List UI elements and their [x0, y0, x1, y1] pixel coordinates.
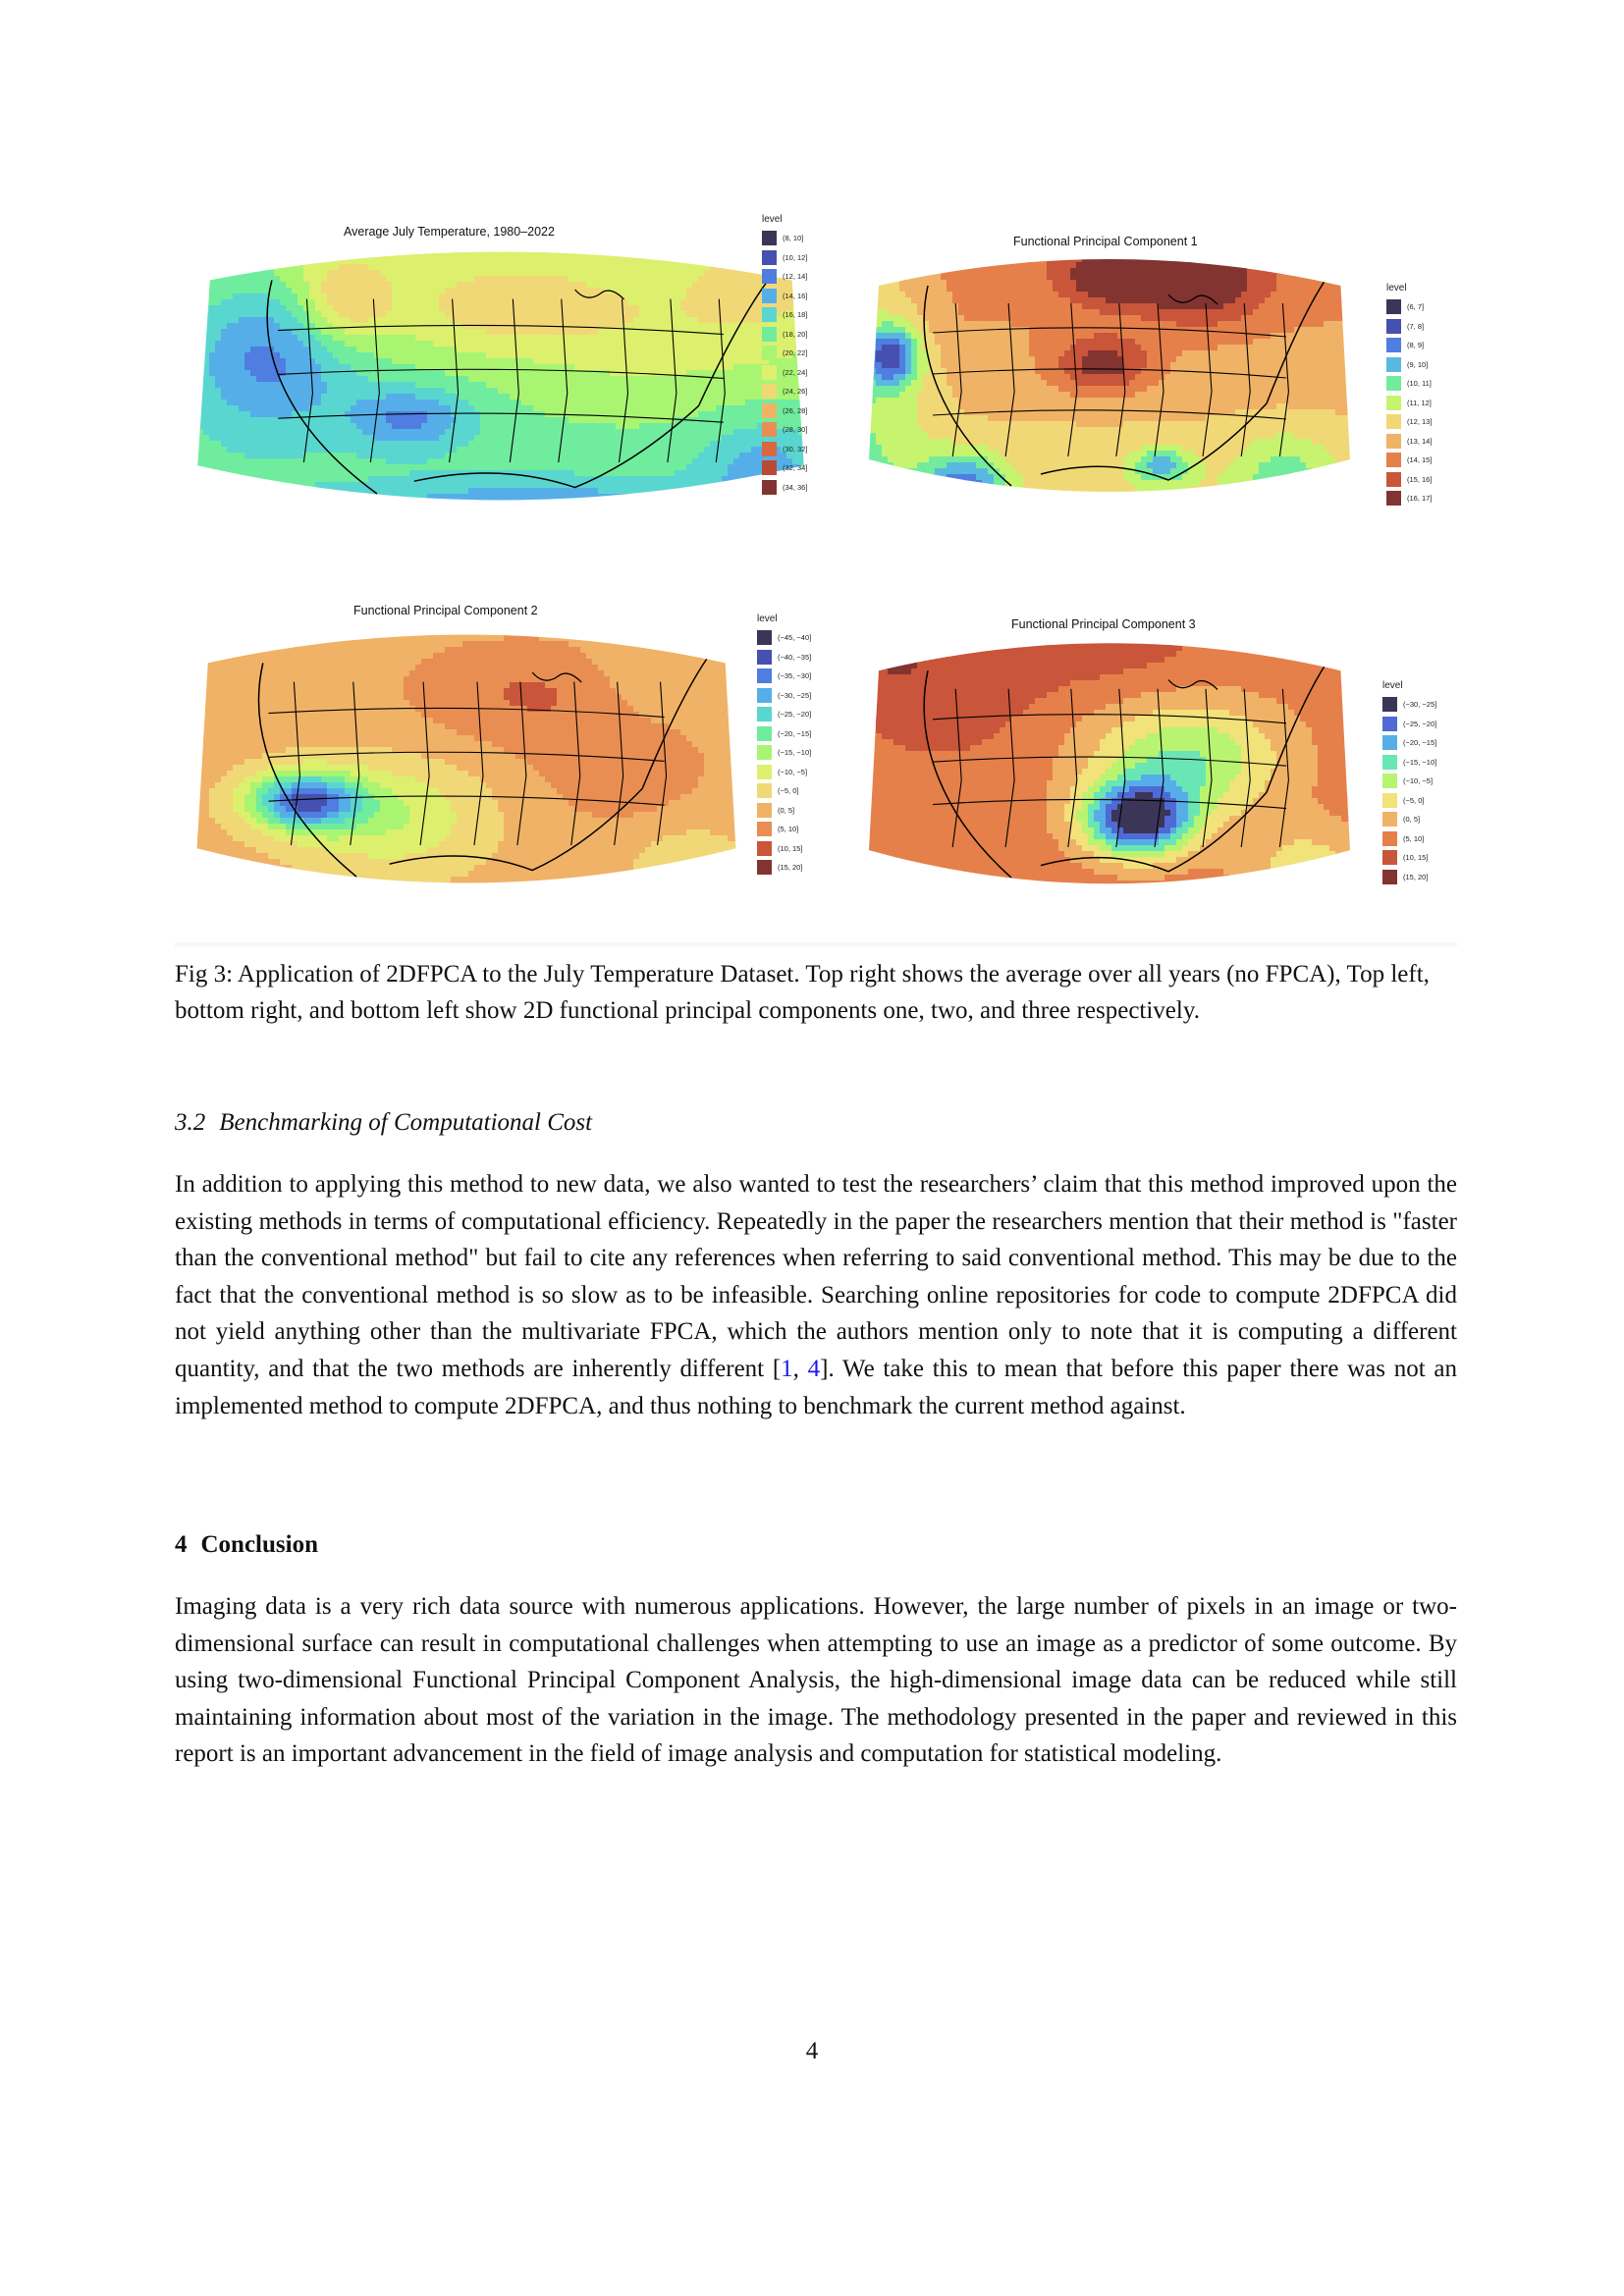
legend-item [757, 839, 811, 859]
legend-swatch [757, 765, 772, 779]
legend-swatch [762, 460, 777, 475]
legend-label: (32, 34] [783, 463, 808, 473]
legend-label: (14, 16] [783, 291, 808, 300]
legend-item [1386, 489, 1432, 508]
legend-label: (−10, −5] [1403, 776, 1434, 786]
map-title: Functional Principal Component 3 [1011, 617, 1196, 631]
section-title: Conclusion [200, 1531, 318, 1558]
legend-item [757, 724, 811, 744]
legend-swatch [762, 422, 777, 437]
legend-swatch [757, 668, 772, 683]
legend-swatch [1382, 793, 1397, 808]
legend-item [1382, 753, 1436, 773]
map-legend-fpc2 [757, 614, 811, 878]
legend-label: (12, 13] [1407, 417, 1433, 427]
legend-swatch [762, 250, 777, 265]
legend-item [757, 820, 811, 839]
legend-title: level [1386, 283, 1407, 294]
legend-item [1382, 772, 1436, 791]
legend-item [762, 325, 807, 345]
legend-item [757, 667, 811, 686]
legend-swatch [757, 860, 772, 875]
legend-label: (6, 7] [1407, 302, 1425, 312]
legend-label: (20, 22] [783, 348, 808, 358]
legend-title: level [1382, 680, 1403, 691]
legend-item [757, 705, 811, 724]
legend-label: (−30, −25] [778, 690, 812, 700]
legend-swatch [1386, 434, 1401, 449]
legend-item [1382, 733, 1436, 753]
legend-item [757, 858, 811, 878]
legend-item [757, 801, 811, 821]
legend-label: (16, 18] [783, 310, 808, 320]
page-number: 4 [805, 2038, 819, 2064]
legend-swatch [1386, 338, 1401, 352]
paragraph-text: In addition to applying this method to new data, we also wanted to test the researchers’ claim that this method improved upon the existing methods in terms of computational efficiency. Repeatedly in the paper the researchers mention that their method is "faster than the conventional method" but fail to cite any references when referring to said conventional method. This may be due to the fact that the conventional method is so slow as to be infeasible. Searching online repositories for code to compute 2DFPCA did not yield anything other than the multivariate FPCA, which the authors mention only to note that it is computing a different quantity, and that the two methods are inherently different [ [175, 1171, 1457, 1382]
legend-label: (26, 28] [783, 405, 808, 415]
legend-item [1386, 374, 1432, 394]
legend-swatch [757, 745, 772, 760]
legend-item [1382, 848, 1436, 868]
legend-label: (30, 32] [783, 444, 808, 454]
legend-item [1382, 868, 1436, 887]
legend-swatch [1386, 453, 1401, 467]
legend-label: (5, 10] [1403, 833, 1425, 843]
legend-swatch [1382, 850, 1397, 865]
legend-swatch [757, 726, 772, 741]
legend-swatch [1382, 774, 1397, 788]
legend-label: (8, 10] [783, 234, 804, 243]
legend-label: (10, 15] [778, 843, 803, 853]
legend-label: (−25, −20] [1403, 719, 1437, 728]
legend-item [757, 686, 811, 706]
legend-swatch [1386, 357, 1401, 372]
legend-item [762, 305, 807, 325]
legend-swatch [757, 650, 772, 665]
legend-label: (22, 24] [783, 367, 808, 377]
legend-item [757, 628, 811, 648]
legend-swatch [762, 289, 777, 303]
legend-item [1386, 470, 1432, 490]
map-title: Average July Temperature, 1980–2022 [344, 225, 555, 239]
legend-item [762, 401, 807, 421]
legend-item [762, 458, 807, 478]
section-number: 3.2 [175, 1109, 206, 1136]
legend-swatch [757, 783, 772, 798]
legend-label: (18, 20] [783, 329, 808, 339]
legend-swatch [762, 346, 777, 360]
figure-caption: Fig 3: Application of 2DFPCA to the July Temperature Dataset. Top right shows the average over all years (no FPCA), Top left, bottom right, and bottom left show 2D functional principal components one, two, and three respectively. [175, 961, 1430, 1024]
legend-item [1386, 355, 1432, 375]
legend-title: level [757, 614, 778, 624]
temperature-map-fpc1 [864, 221, 1355, 515]
legend-item [1382, 715, 1436, 734]
legend-swatch [1386, 472, 1401, 487]
legend-label: (10, 15] [1403, 853, 1429, 863]
legend-swatch [762, 403, 777, 418]
legend-label: (10, 12] [783, 252, 808, 262]
legend-item [1386, 412, 1432, 432]
map-legend-average [762, 214, 807, 497]
legend-swatch [762, 269, 777, 284]
legend-swatch [1386, 376, 1401, 391]
legend-item [762, 287, 807, 306]
citation-link[interactable]: 4 [807, 1355, 821, 1382]
figure-panel-fpc2 [191, 594, 741, 908]
legend-swatch [757, 803, 772, 818]
legend-item [757, 781, 811, 801]
temperature-map-fpc2 [191, 594, 741, 908]
legend-swatch [757, 688, 772, 703]
figure-panel-fpc3 [864, 604, 1355, 908]
legend-label: (11, 12] [1407, 398, 1432, 407]
legend-swatch [1386, 491, 1401, 506]
legend-item [762, 440, 807, 459]
map-title: Functional Principal Component 1 [1013, 235, 1198, 248]
legend-label: (−5, 0] [1403, 795, 1425, 805]
legend-label: (12, 14] [783, 272, 808, 282]
legend-label: (5, 10] [778, 825, 799, 834]
legend-swatch [762, 307, 777, 322]
paragraph-conclusion: Imaging data is a very rich data source with numerous applications. However, the large number of pixels in an image or two-dimensional surface can result in computational challenges when attempting to use an image as a predictor of some outcome. By using two-dimensional Functional Principal Component Analysis, the high-dimensional image data can be reduced while still maintaining information about most of the variation in the image. The methodology presented in the paper and reviewed in this report is an important advancement in the field of image analysis and computation for statistical modeling. [175, 1593, 1457, 1768]
temperature-map-average [191, 211, 810, 525]
legend-label: (15, 20] [1403, 872, 1429, 881]
legend-item [762, 478, 807, 498]
legend-label: (−35, −30] [778, 671, 812, 681]
legend-swatch [1382, 735, 1397, 750]
legend-item [762, 420, 807, 440]
legend-item [1386, 297, 1432, 317]
legend-label: (28, 30] [783, 425, 808, 435]
figure-panel-fpc1 [864, 221, 1355, 515]
legend-item [1386, 336, 1432, 355]
map-title: Functional Principal Component 2 [353, 604, 538, 617]
legend-item [762, 229, 807, 248]
legend-label: (9, 10] [1407, 359, 1429, 369]
legend-swatch [1386, 414, 1401, 429]
legend-item [762, 344, 807, 363]
legend-swatch [1382, 697, 1397, 712]
legend-swatch [1382, 870, 1397, 884]
legend-swatch [1386, 299, 1401, 314]
legend-swatch [757, 822, 772, 836]
legend-swatch [762, 384, 777, 399]
section-heading-3-2 [175, 1109, 592, 1137]
citation-separator: , [792, 1355, 808, 1382]
legend-label: (−45, −40] [778, 633, 812, 643]
section-heading-4 [175, 1531, 318, 1559]
legend-label: (15, 20] [778, 863, 803, 873]
legend-swatch [762, 365, 777, 380]
legend-item [762, 267, 807, 287]
legend-label: (14, 15] [1407, 455, 1433, 465]
legend-label: (−30, −25] [1403, 700, 1437, 710]
citation-link[interactable]: 1 [781, 1355, 793, 1382]
legend-swatch [1382, 812, 1397, 827]
caption-separator [175, 942, 1457, 946]
legend-label: (7, 8] [1407, 321, 1425, 331]
legend-label: (−15, −10] [778, 748, 812, 758]
legend-item [762, 363, 807, 383]
legend-label: (−20, −15] [1403, 738, 1437, 748]
legend-label: (10, 11] [1407, 379, 1432, 389]
legend-label: (−25, −20] [778, 710, 812, 720]
legend-swatch [762, 327, 777, 342]
legend-swatch [762, 480, 777, 495]
legend-label: (−20, −15] [778, 728, 812, 738]
legend-swatch [762, 231, 777, 245]
legend-label: (24, 26] [783, 387, 808, 397]
legend-item [757, 743, 811, 763]
legend-label: (−10, −5] [778, 767, 808, 776]
figure-panel-average-temperature [191, 211, 810, 525]
legend-label: (−5, 0] [778, 786, 799, 796]
legend-label: (−15, −10] [1403, 757, 1437, 767]
legend-label: (0, 5] [1403, 815, 1421, 825]
legend-item [1386, 317, 1432, 337]
legend-item [1382, 829, 1436, 849]
legend-swatch [1382, 717, 1397, 731]
legend-item [1382, 695, 1436, 715]
legend-label: (13, 14] [1407, 436, 1433, 446]
legend-label: (0, 5] [778, 805, 795, 815]
section-number: 4 [175, 1531, 188, 1558]
legend-item [1386, 432, 1432, 452]
legend-item [1382, 791, 1436, 811]
legend-swatch [1382, 831, 1397, 846]
legend-swatch [757, 707, 772, 721]
legend-item [1382, 810, 1436, 829]
legend-swatch [1386, 396, 1401, 410]
section-title: Benchmarking of Computational Cost [219, 1109, 593, 1136]
legend-item [1386, 394, 1432, 413]
paragraph-text: ]. We take this to mean that before this paper there was not an implemented method to compute 2DFPCA, and thus nothing to benchmark the current method against. [175, 1355, 1457, 1419]
legend-label: (15, 16] [1407, 474, 1433, 484]
legend-item [757, 763, 811, 782]
legend-label: (8, 9] [1407, 341, 1425, 350]
legend-item [762, 248, 807, 268]
legend-item [762, 382, 807, 401]
legend-item [757, 648, 811, 667]
legend-label: (16, 17] [1407, 494, 1433, 504]
map-legend-fpc3 [1382, 680, 1436, 886]
temperature-map-fpc3 [864, 604, 1355, 908]
map-legend-fpc1 [1386, 283, 1432, 508]
legend-title: level [762, 214, 783, 225]
legend-label: (−40, −35] [778, 652, 812, 662]
legend-swatch [1382, 755, 1397, 770]
legend-swatch [757, 841, 772, 856]
legend-item [1386, 451, 1432, 470]
legend-label: (34, 36] [783, 482, 808, 492]
legend-swatch [757, 630, 772, 645]
legend-swatch [762, 442, 777, 456]
legend-swatch [1386, 319, 1401, 334]
paragraph-benchmarking [175, 1166, 1457, 1424]
